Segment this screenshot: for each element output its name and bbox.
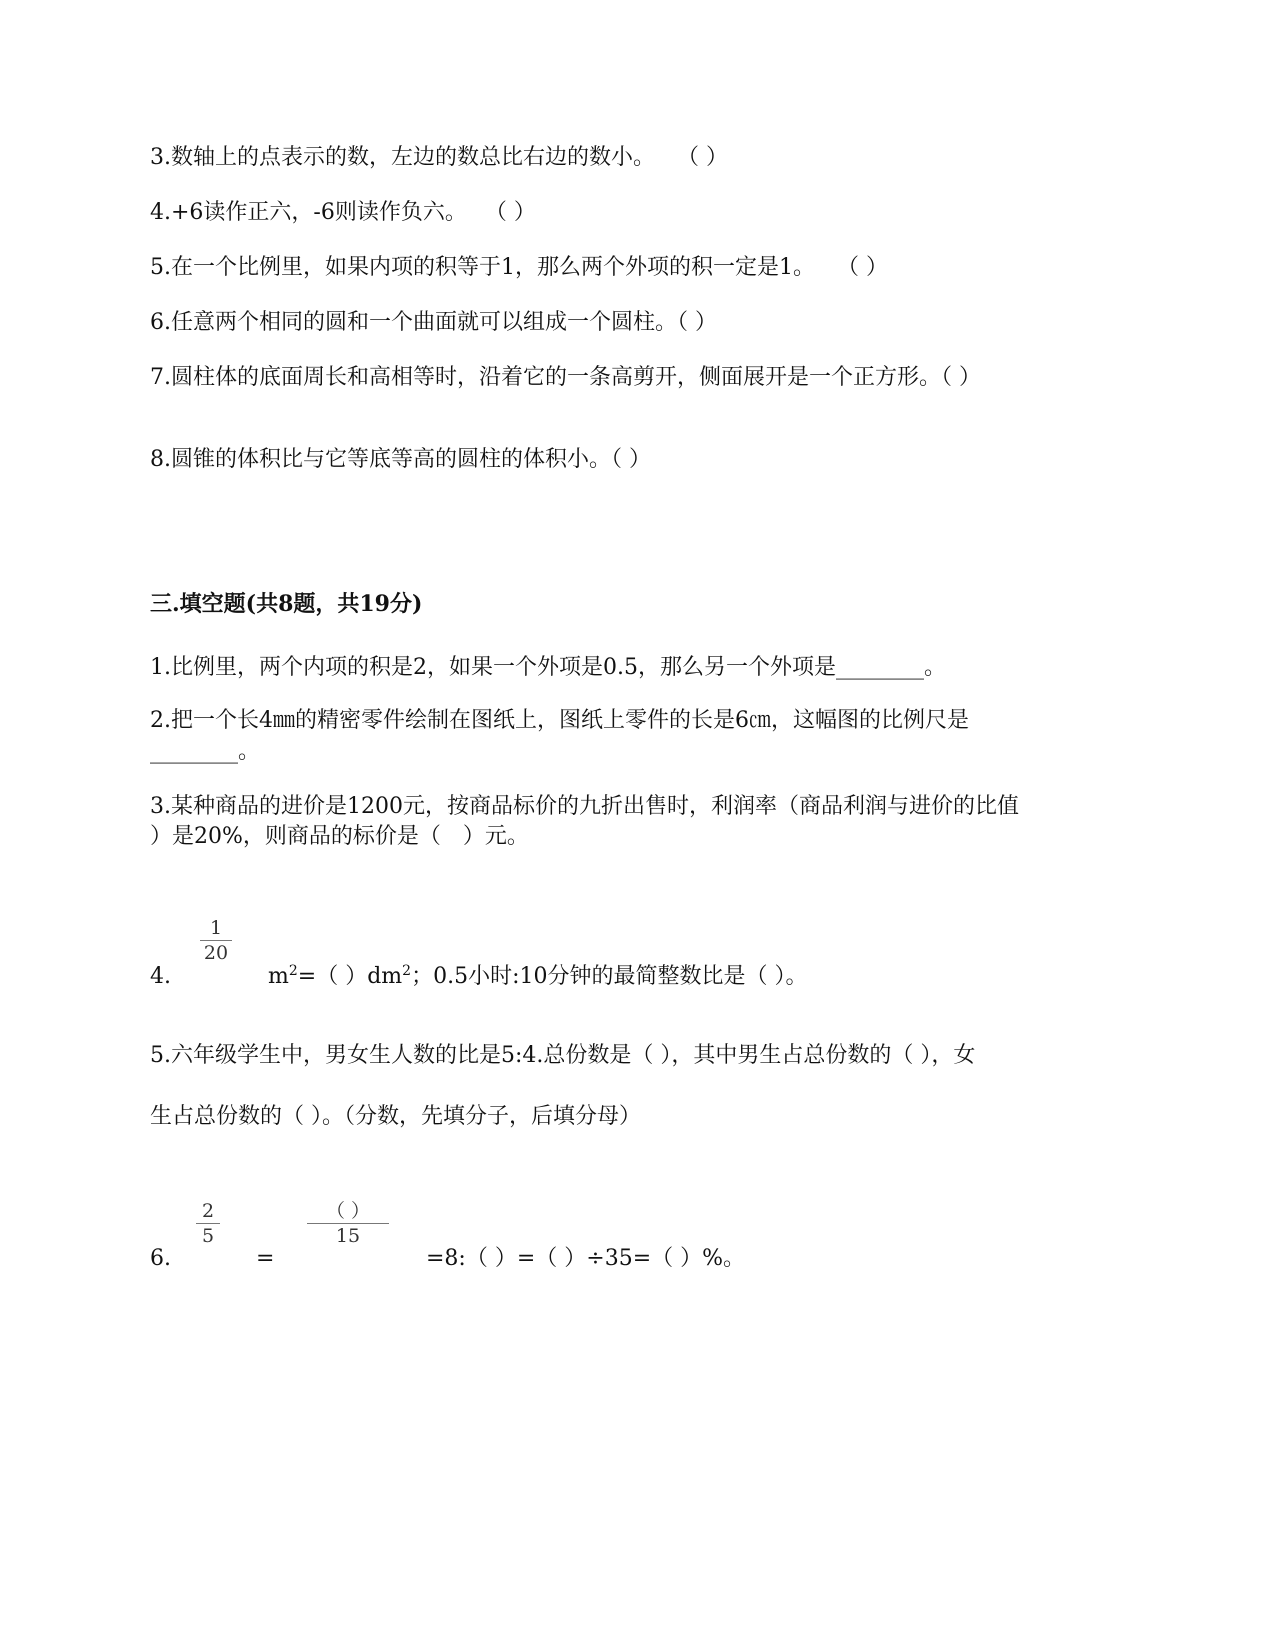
fill-question-5-line2: 生占总份数的（ ）。（分数，先填分子，后填分母）	[150, 1104, 641, 1129]
judgment-item-7: 8.圆锥的体积比与它等底等高的圆柱的体积小。（ ）	[150, 447, 651, 472]
fraction-bar	[307, 1223, 389, 1224]
fraction-numerator: （ ）	[325, 1200, 371, 1222]
fraction-numerator: 1	[209, 917, 223, 939]
fraction-denominator: 5	[201, 1225, 215, 1247]
fraction-two-fifths	[196, 1200, 220, 1247]
fill-question-6-label: 6.	[150, 1246, 171, 1271]
judgment-item-6: 7.圆柱体的底面周长和高相等时，沿着它的一条高剪开，侧面展开是一个正方形。（ ）	[150, 365, 981, 390]
fraction-denominator: 15	[335, 1225, 361, 1247]
judgment-item-4: 5.在一个比例里，如果内项的积等于1，那么两个外项的积一定是1。 （ ）	[150, 255, 888, 280]
superscript-2: 2	[288, 963, 298, 979]
superscript-2b: 2	[402, 963, 412, 979]
ratio-text: ；0.5小时:10分钟的最简整数比是（ ）。	[411, 964, 808, 989]
fraction-denominator: 20	[203, 942, 229, 964]
fill-question-1: 1.比例里，两个内项的积是2，如果一个外项是0.5，那么另一个外项是________。	[150, 655, 946, 680]
fill-question-2-line1: 2.把一个长4㎜的精密零件绘制在图纸上，图纸上零件的长是6㎝，这幅图的比例尺是	[150, 708, 969, 733]
fraction-one-twentieth	[200, 917, 232, 964]
equals-sign: =	[256, 1246, 275, 1271]
fraction-bar	[200, 940, 232, 941]
judgment-item-5: 6.任意两个相同的圆和一个曲面就可以组成一个圆柱。（ ）	[150, 310, 717, 335]
fill-question-4-label: 4.	[150, 964, 171, 989]
fill-question-6-text: =8:（ ）=（ ）÷35=（ ）%。	[426, 1246, 746, 1271]
fill-question-2-line2: ________。	[150, 739, 261, 764]
section-heading: 三.填空题(共8题，共19分)	[150, 591, 423, 617]
fill-question-4-text	[268, 963, 807, 991]
judgment-item-2: 3.数轴上的点表示的数，左边的数总比右边的数小。 （ ）	[150, 145, 728, 170]
unit-m: m	[268, 964, 289, 989]
fill-question-3-line1: 3.某种商品的进价是1200元，按商品标价的九折出售时，利润率（商品利润与进价的比值	[150, 794, 1019, 819]
conversion-text: =（ ）dm	[297, 964, 403, 989]
fraction-bar	[196, 1223, 220, 1224]
judgment-item-3: 4.+6读作正六，-6则读作负六。 （ ）	[150, 200, 536, 225]
fraction-numerator: 2	[201, 1200, 215, 1222]
fill-question-3-line2: ）是20%，则商品的标价是（ ）元。	[150, 824, 529, 849]
fraction-blank-fifteenths	[307, 1200, 389, 1247]
fill-question-5-line1: 5.六年级学生中，男女生人数的比是5:4.总份数是（ ），其中男生占总份数的（ ），女	[150, 1043, 976, 1068]
